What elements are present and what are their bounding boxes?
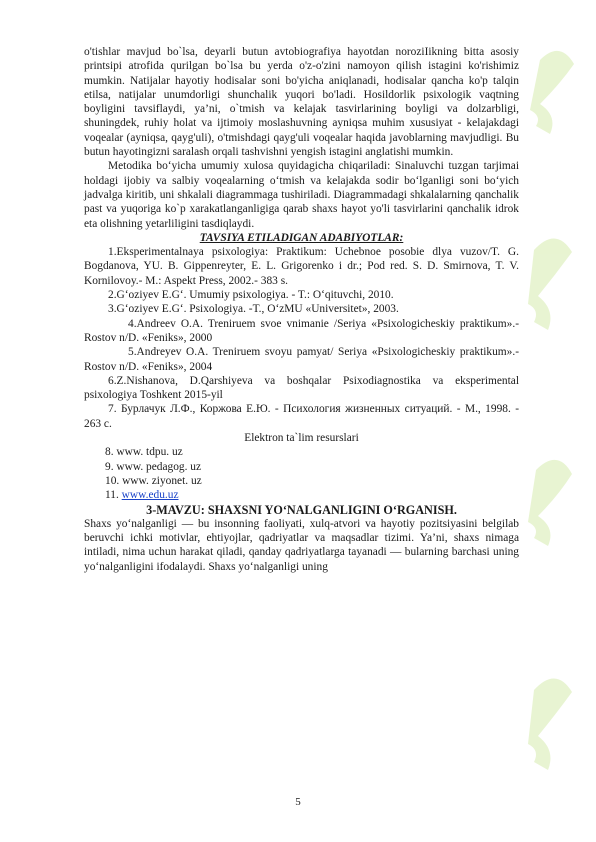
resources-title: Elektron ta`lim resurslari (244, 432, 359, 445)
edu-uz-link[interactable]: www.edu.uz (121, 489, 179, 502)
chapter-paragraph: Shaxs yo‘nalganligi — bu insonning faoliyati, xulq-atvori va hayotiy pozitsiyasini belgilab beruvchi ichki motivlar, ehtiyojlar, qadriyatlar va maqsadlar tizimi. Ya’ni, shaxs nimaga intiladi, nima uchun harakat qiladi, qanday qadriyatlarga tayanadi — bularning barchasi uning yo‘nalganligini ifodalaydi. Shaxs yo‘nalganligi uning (84, 517, 519, 573)
page-content (84, 45, 519, 574)
paragraph-1: o'tishlar mavjud bo`lsa, deyarli butun avtobiografiya hayotdan noroziIikning bitta asosiy printsipi atrofida qurilgan bo`lsa bu yerda o'z-o'zini namoyon qilish istagini ko'rishimiz mumkin. Natijalar hayotiy hodisalar soni bo'yicha aniqlanadi, hodisalar qancha ko'p talqin etilsa, natijalar unumdorligi shunchalik yuqori bo'ladi. Hosildorlik psixologik vaqtning boyligini tavsiflaydi, ya’ni, o`tmish va kelajak tasvirlarining boyligi va dolzarbligi, shuningdek, ruhiy holat va ijtimoiy moslashuvning ayniqsa muhim xususiyat - kelajakdagi voqealar (ayniqsa, qayg'uli), o'tmishdagi qayg'uli voqealar haqida javoblarning mavjudligi. Bu butun hayotingizni saralash orqali tashvishni yengish istagini anglatishi mumkin. (84, 46, 519, 159)
reference-2: 2.G‘oziyev E.G‘. Umumiy psixologiya. - T.: O‘qituvchi, 2010. (108, 289, 394, 302)
reference-6: 6.Z.Nishanova, D.Qarshiyeva va boshqalar Psixodiagnostika va eksperimental psixologiya Toshkent 2015-yil (84, 374, 519, 402)
paragraph-2: Metodika bo‘yicha umumiy xulosa quyidagicha chiqariladi: Sinaluvchi tuzgan tarjimai holdagi ijobiy va salbiy voqealarning o‘tmish va kelajakda sodir bo‘lganligi soni bo‘yich jadvalga kiritib, uni shkalali diagrammaga tushiriladi. Diagrammadagi shkalalarning qanchalik past va yuqoriga ko`p xarakatlanganligiga qarab shaxs hayot yo'li tasvirlarini qanchalik idrok eta olishning yetarliligini tasdiqlaydi. (84, 160, 519, 230)
reference-7: 7. Бурлачук Л.Ф., Коржова Е.Ю. - Психология жизненных ситуаций. - М., 1998. - 263 с. (84, 403, 519, 430)
web-resource-1: 8. www. tdpu. uz (105, 446, 183, 459)
references-title: TAVSIYA ETILADIGAN ADABIYOTLAR: (199, 231, 404, 244)
watermark-logo-strip (510, 0, 590, 842)
reference-5: 5.Andreyev O.A. Treniruem svoyu pamyat/ Seriya «Psixologicheskiy praktikum».-Rostov n/D. «Feniks», 2004 (84, 346, 519, 373)
web-resource-4: 11. www.edu.uz (105, 489, 179, 502)
reference-1: 1.Eksperimentalnaya psixologiya: Praktikum: Uchebnoe posobie dlya vuzov/T. G. Bogdanova, YU. B. Gippenreyter, E. L. Grigorenko i dr.; Pod red. S. D. Smirnova, T. V. Kornilovoy.- M.: Aspekt Press, 2002.- 383 s. (84, 246, 519, 287)
reference-4: 4.Andreev O.A. Treniruem svoe vnimanie /Seriya «Psixologicheskiy praktikum».-Rostov n/D. «Feniks», 2000 (84, 317, 519, 344)
reference-3: 3.G‘oziyev E.G‘. Psixologiya. -T., O‘zMU «Universitet», 2003. (108, 303, 399, 316)
chapter-title: 3-MAVZU: SHAXSNI YO‘NALGANLIGINI O‘RGANISH. (146, 502, 457, 517)
web-resource-3: 10. www. ziyonet. uz (105, 474, 202, 487)
page-number: 5 (295, 796, 301, 808)
web-resource-2: 9. www. pedagog. uz (105, 460, 202, 473)
